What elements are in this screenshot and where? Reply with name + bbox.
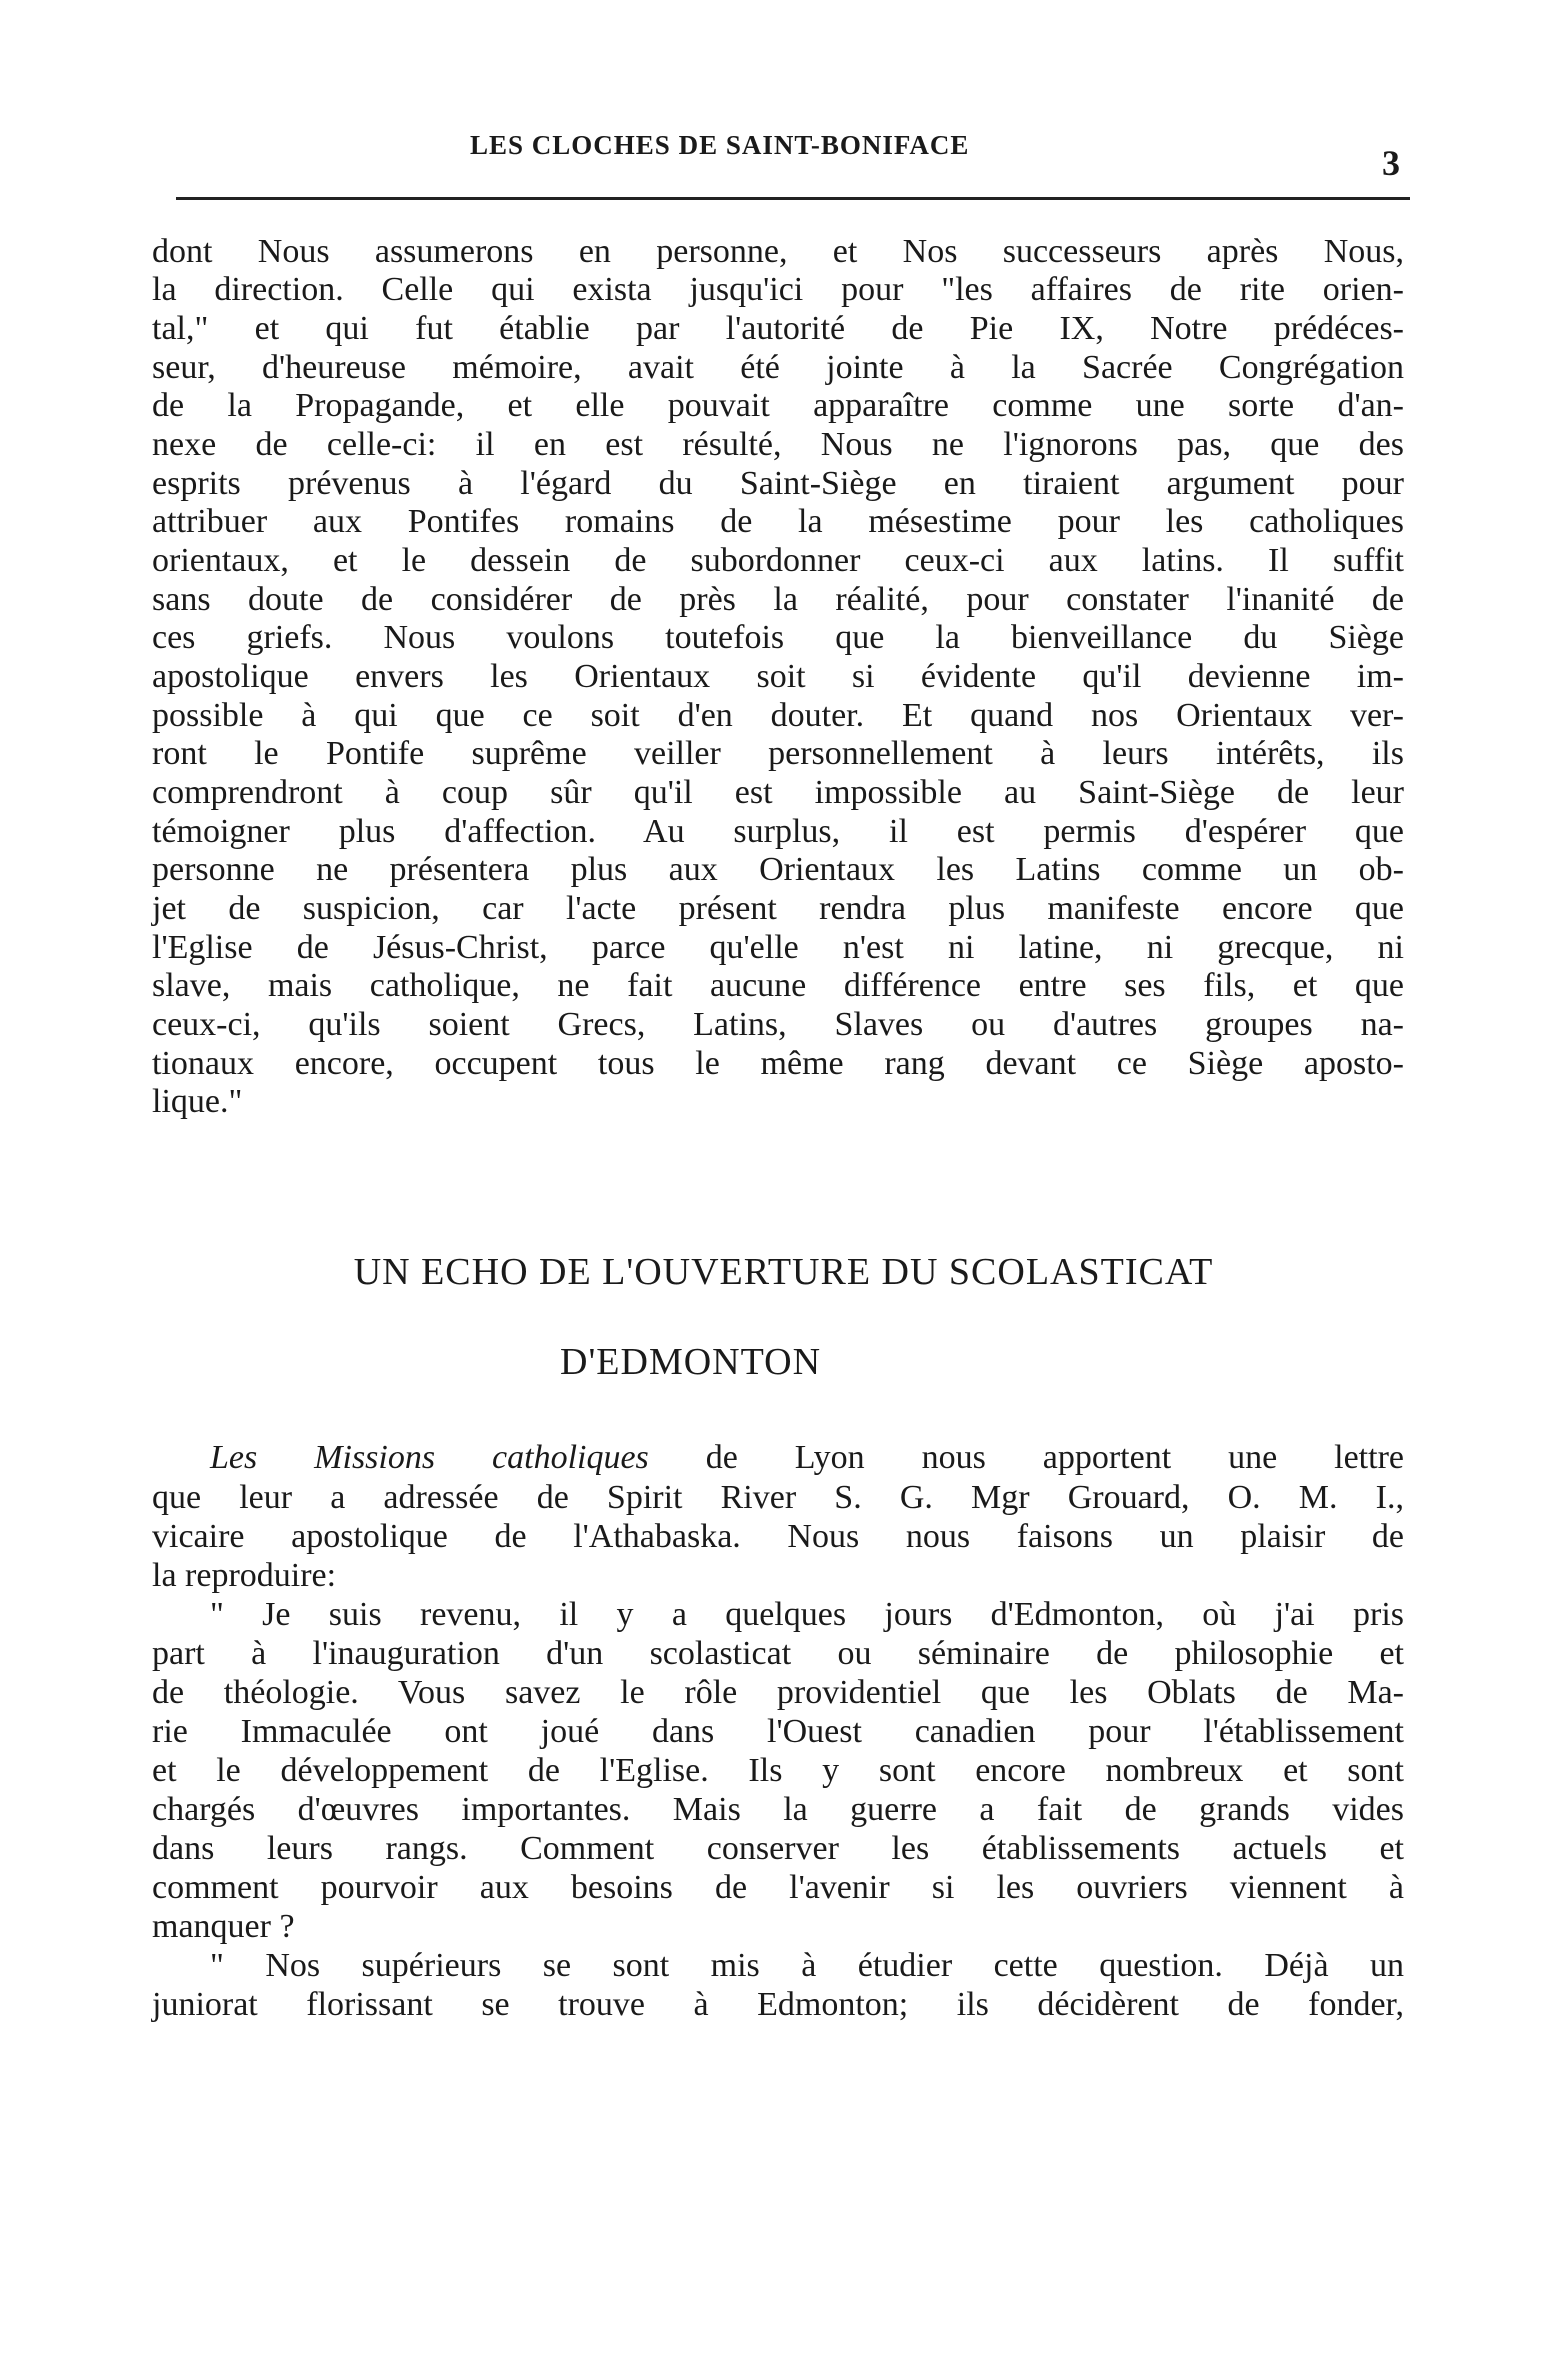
text-line: slave, mais catholique, ne fait aucune différence entre ses fils, et que [152, 967, 1404, 1004]
running-head: LES CLOCHES DE SAINT-BONIFACE [470, 130, 970, 160]
text-line: que leur a adressée de Spirit River S. G. Mgr Grouard, O. M. I., [152, 1479, 1404, 1516]
text-line: rie Immaculée ont joué dans l'Ouest canadien pour l'établissement [152, 1713, 1404, 1750]
header-rule [176, 197, 1410, 200]
text-line: manquer ? [152, 1908, 295, 1945]
text-line: dans leurs rangs. Comment conserver les établissements actuels et [152, 1830, 1404, 1867]
text-line: juniorat florissant se trouve à Edmonton; ils décidèrent de fonder, [152, 1986, 1404, 2023]
text-line: vicaire apostolique de l'Athabaska. Nous nous faisons un plaisir de [152, 1518, 1404, 1555]
text-line: attribuer aux Pontifes romains de la mésestime pour les catholiques [152, 503, 1404, 540]
text-line: esprits prévenus à l'égard du Saint-Siège en tiraient argument pour [152, 465, 1404, 502]
text-line: possible à qui que ce soit d'en douter. Et quand nos Orientaux ver- [152, 697, 1404, 734]
text-line: de théologie. Vous savez le rôle providentiel que les Oblats de Ma- [152, 1674, 1404, 1711]
text-line: orientaux, et le dessein de subordonner ceux-ci aux latins. Il suffit [152, 542, 1404, 579]
text-line: tal," et qui fut établie par l'autorité de Pie IX, Notre prédéces- [152, 310, 1404, 347]
text-line: témoigner plus d'affection. Au surplus, il est permis d'espérer que [152, 813, 1404, 850]
text-line: dont Nous assumerons en personne, et Nos successeurs après Nous, [152, 233, 1404, 270]
text-line: nexe de celle-ci: il en est résulté, Nous ne l'ignorons pas, que des [152, 426, 1404, 463]
text-line: comment pourvoir aux besoins de l'avenir si les ouvriers viennent à [152, 1869, 1404, 1906]
text-line: ront le Pontife suprême veiller personnellement à leurs intérêts, ils [152, 735, 1404, 772]
text-span: de Lyon nous apportent une lettre [648, 1439, 1404, 1476]
text-line: " Nos supérieurs se sont mis à étudier cette question. Déjà un [210, 1947, 1404, 1984]
text-line: part à l'inauguration d'un scolasticat ou séminaire de philosophie et [152, 1635, 1404, 1672]
text-line: l'Eglise de Jésus-Christ, parce qu'elle n'est ni latine, ni grecque, ni [152, 929, 1404, 966]
text-line [210, 1438, 1404, 1478]
text-line: personne ne présentera plus aux Orientaux les Latins comme un ob- [152, 851, 1404, 888]
section-subtitle: D'EDMONTON [560, 1341, 822, 1383]
text-line: sans doute de considérer de près la réalité, pour constater l'inanité de [152, 581, 1404, 618]
text-line: comprendront à coup sûr qu'il est impossible au Saint-Siège de leur [152, 774, 1404, 811]
text-line: lique." [152, 1083, 243, 1120]
text-line: la direction. Celle qui exista jusqu'ici pour "les affaires de rite orien- [152, 271, 1404, 308]
text-line: " Je suis revenu, il y a quelques jours d'Edmonton, où j'ai pris [210, 1596, 1404, 1633]
text-line: jet de suspicion, car l'acte présent rendra plus manifeste encore que [152, 890, 1404, 927]
text-line: ceux-ci, qu'ils soient Grecs, Latins, Slaves ou d'autres groupes na- [152, 1006, 1404, 1043]
page-number: 3 [1382, 143, 1400, 183]
text-line: et le développement de l'Eglise. Ils y sont encore nombreux et sont [152, 1752, 1404, 1789]
section-title: UN ECHO DE L'OUVERTURE DU SCOLASTICAT [353, 1251, 1214, 1293]
text-line: la reproduire: [152, 1557, 337, 1594]
text-line: tionaux encore, occupent tous le même rang devant ce Siège aposto- [152, 1045, 1404, 1082]
text-line: seur, d'heureuse mémoire, avait été jointe à la Sacrée Congrégation [152, 349, 1404, 386]
publication-title: Les Missions catholiques [210, 1439, 649, 1476]
text-line: apostolique envers les Orientaux soit si évidente qu'il devienne im- [152, 658, 1404, 695]
text-line: de la Propagande, et elle pouvait apparaître comme une sorte d'an- [152, 387, 1404, 424]
text-line: chargés d'œuvres importantes. Mais la guerre a fait de grands vides [152, 1791, 1404, 1828]
text-line: ces griefs. Nous voulons toutefois que la bienveillance du Siège [152, 619, 1404, 656]
